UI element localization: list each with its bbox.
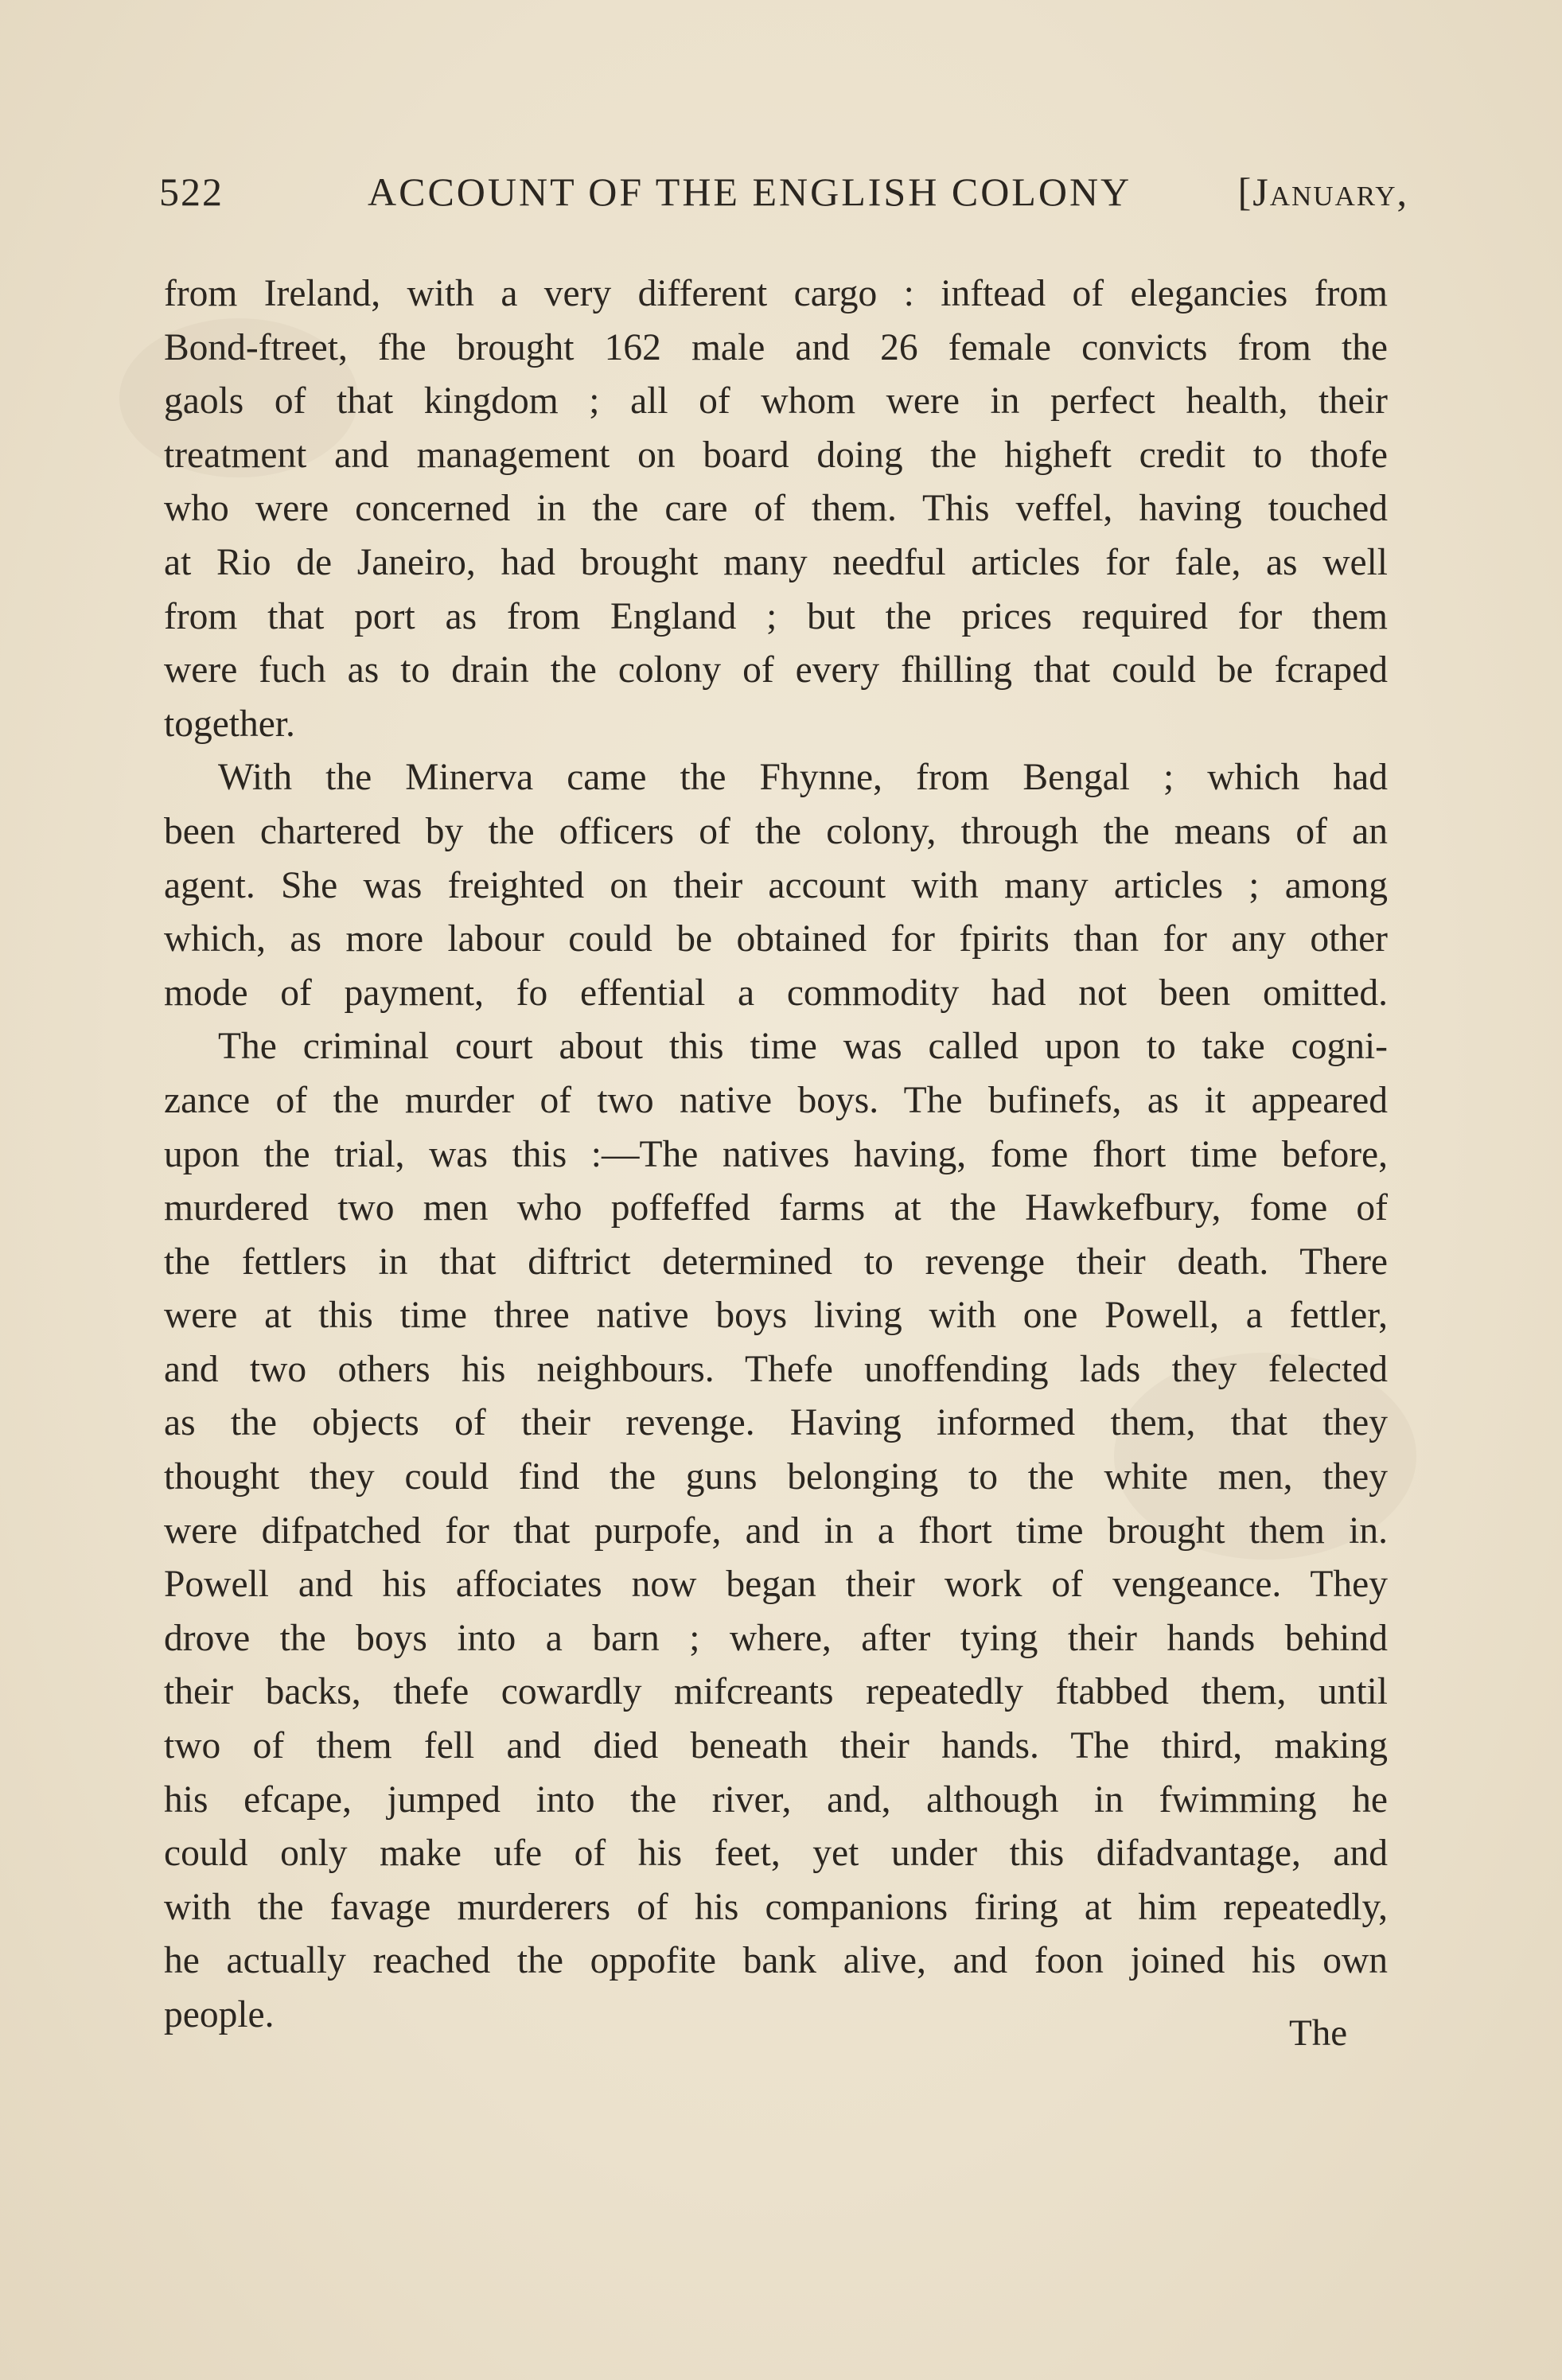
running-title: ACCOUNT OF THE ENGLISH COLONY: [368, 169, 1132, 214]
text-line: and two others his neighbours. Thefe unoffending lads they felected: [164, 1348, 1388, 1390]
running-header: [159, 169, 1408, 232]
text-line: The criminal court about this time was called upon to take cogni-: [218, 1026, 1388, 1068]
text-line: were fuch as to drain the colony of every fhilling that could be fcraped: [164, 649, 1388, 691]
text-line: mode of payment, fo effential a commodity had not been omitted.: [164, 972, 1388, 1014]
text-line: gaols of that kingdom ; all of whom were in perfect health, their: [164, 380, 1388, 423]
text-line: could only make ufe of his feet, yet under this difadvantage, and: [164, 1833, 1388, 1875]
catchword: The: [1289, 2012, 1348, 2054]
text-line: who were concerned in the care of them. This veffel, having touched: [164, 488, 1388, 530]
text-line: two of them fell and died beneath their hands. The third, making: [164, 1725, 1388, 1767]
text-line: agent. She was freighted on their account with many articles ; among: [164, 864, 1388, 906]
text-line: were difpatched for that purpofe, and in a fhort time brought them in.: [164, 1509, 1388, 1552]
text-line: murdered two men who poffeffed farms at the Hawkefbury, fome of: [164, 1187, 1388, 1229]
text-line: zance of the murder of two native boys. The bufinefs, as it appeared: [164, 1079, 1388, 1121]
text-line: upon the trial, was this :—The natives having, fome fhort time before,: [164, 1133, 1388, 1175]
text-line: thought they could find the guns belonging to the white men, they: [164, 1456, 1388, 1498]
text-line: as the objects of their revenge. Having informed them, that they: [164, 1402, 1388, 1444]
text-line: he actually reached the oppofite bank alive, and foon joined his own: [164, 1940, 1388, 1982]
text-line: which, as more labour could be obtained for fpirits than for any other: [164, 918, 1388, 960]
page-number: 522: [159, 169, 224, 214]
text-line: treatment and management on board doing the higheft credit to thofe: [164, 434, 1388, 476]
text-line: drove the boys into a barn ; where, after tying their hands behind: [164, 1617, 1388, 1659]
text-line: With the Minerva came the Fhynne, from Bengal ; which had: [218, 757, 1388, 799]
text-line: at Rio de Janeiro, had brought many needful articles for fale, as well: [164, 541, 1388, 583]
text-line: been chartered by the officers of the colony, through the means of an: [164, 810, 1388, 852]
text-line: from that port as from England ; but the prices required for them: [164, 595, 1388, 637]
text-line: Powell and his affociates now began their work of vengeance. They: [164, 1564, 1388, 1606]
text-line: the fettlers in that diftrict determined to revenge their death. There: [164, 1241, 1388, 1283]
text-line: with the favage murderers of his companions firing at him repeatedly,: [164, 1886, 1388, 1928]
text-line: their backs, thefe cowardly mifcreants repeatedly ftabbed them, until: [164, 1671, 1388, 1713]
text-line: people.: [164, 1994, 275, 2035]
text-line: Bond-ftreet, fhe brought 162 male and 26 female convicts from the: [164, 326, 1388, 368]
text-line: together.: [164, 703, 295, 745]
running-month: [January,: [1237, 169, 1408, 214]
body-text: [164, 267, 1388, 2043]
text-line: from Ireland, with a very different cargo : inftead of elegancies from: [164, 273, 1388, 314]
text-line: were at this time three native boys living with one Powell, a fettler,: [164, 1295, 1388, 1337]
text-line: his efcape, jumped into the river, and, although in fwimming he: [164, 1778, 1388, 1821]
